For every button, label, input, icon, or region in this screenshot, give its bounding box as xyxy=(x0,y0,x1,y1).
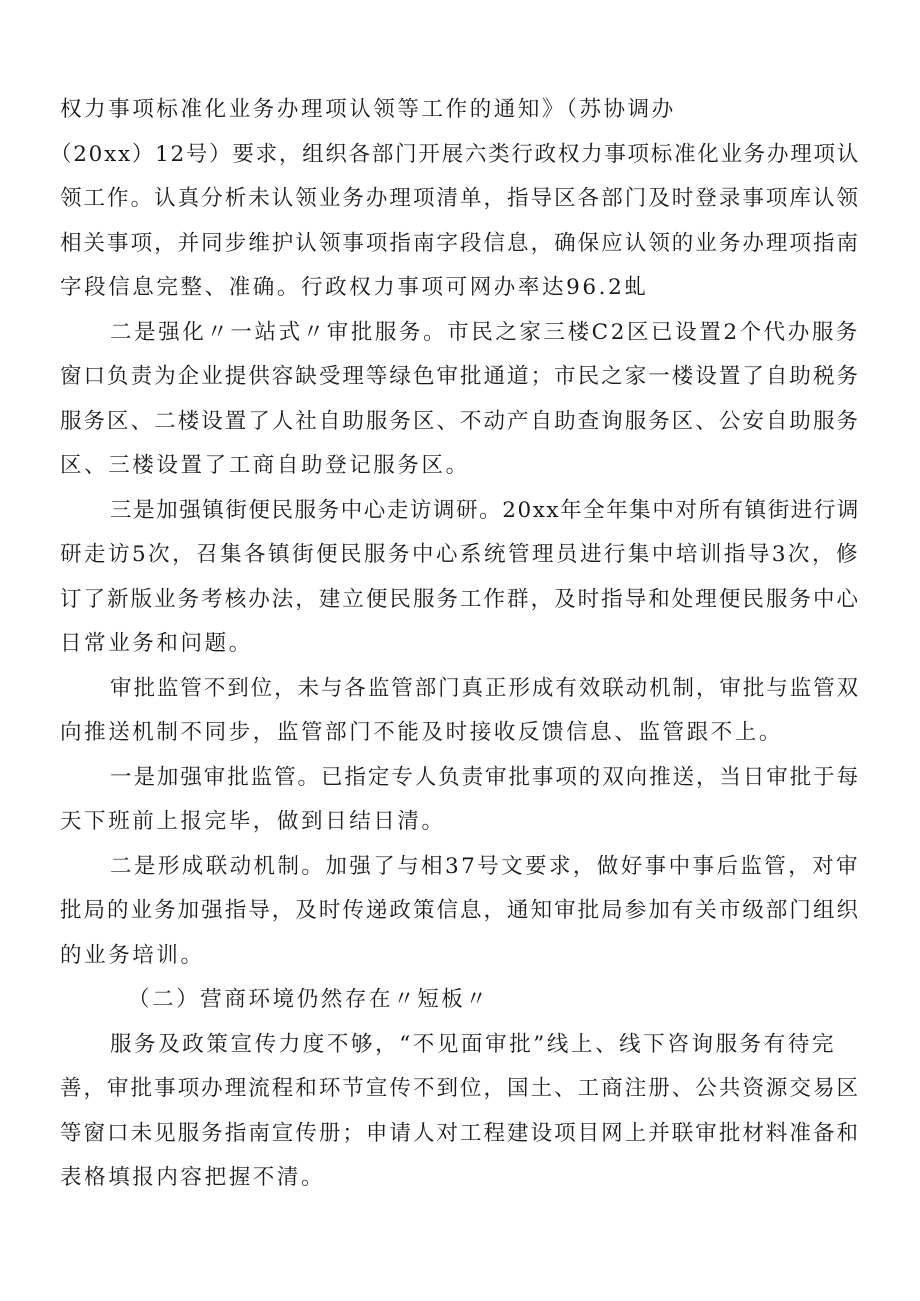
text-line: 向推送机制不同步，监管部门不能及时接收反馈信息、监管跟不上。 xyxy=(60,720,784,745)
text-line: 表格填报内容把握不清。 xyxy=(60,1165,326,1190)
paragraph-body xyxy=(60,1023,860,1201)
text-line: 领工作。认真分析未认领业务办理项清单，指导区各部门及时登录事项库认领 xyxy=(60,186,860,211)
text-line: 日常业务和问题。 xyxy=(60,631,253,656)
text-line: 善，审批事项办理流程和环节宣传不到位，国土、工商注册、公共资源交易区 xyxy=(60,1076,860,1101)
text-line: 的业务培训。 xyxy=(60,942,205,968)
text-line: 审批监管不到位，未与各监管部门真正形成有效联动机制，审批与监管双 xyxy=(110,675,860,701)
text-line: 批局的业务加强指导，及时传递政策信息，通知审批局参加有关市级部门组织 xyxy=(60,898,860,923)
section-heading xyxy=(60,978,860,1023)
heading-line: （二）营商环境仍然存在〃短板〃 xyxy=(128,987,490,1012)
text-line: 窗口负责为企业提供容缺受理等绿色审批通道；市民之家一楼设置了自助税务 xyxy=(60,364,860,389)
text-line: 二是强化〃一站式〃审批服务。市民之家三楼C2区已设置2个代办服务 xyxy=(110,319,860,345)
paragraph-body xyxy=(60,311,860,489)
text-line: 服务及政策宣传力度不够，“不见面审批”线上、线下咨询服务有待完 xyxy=(110,1031,837,1057)
paragraph-body xyxy=(60,489,860,667)
text-line: 天下班前上报完毕，做到日结日清。 xyxy=(60,809,446,834)
paragraph-continuation xyxy=(50,88,860,311)
text-line: 三是加强镇街便民服务中心走访调研。20xx年全年集中对所有镇街进行调 xyxy=(110,497,860,523)
paragraph-body xyxy=(60,845,860,979)
text-line: 一是加强审批监管。已指定专人负责审批事项的双向推送，当日审批于每 xyxy=(110,764,860,790)
text-line: 权力事项标准化业务办理项认领等工作的通知》（苏协调办 xyxy=(60,97,676,122)
text-line: 研走访5次，召集各镇街便民服务中心系统管理员进行集中培训指导3次，修 xyxy=(60,542,860,567)
text-line: （20xx）12号）要求，组织各部门开展六类行政权力事项标准化业务办理项认 xyxy=(50,141,860,167)
paragraph-body xyxy=(60,756,860,845)
paragraph-body xyxy=(60,667,860,756)
text-line: 订了新版业务考核办法，建立便民服务工作群，及时指导和处理便民服务中心 xyxy=(60,586,860,612)
text-line: 区、三楼设置了工商自助登记服务区。 xyxy=(60,453,470,478)
text-line: 服务区、二楼设置了人社自助服务区、不动产自助查询服务区、公安自助服务 xyxy=(60,408,860,434)
text-line: 相关事项，并同步维护认领事项指南字段信息，确保应认领的业务办理项指南 xyxy=(60,230,860,256)
text-line: 字段信息完整、准确。行政权力事项可网办率达96.2虬 xyxy=(60,275,649,300)
text-line: 二是形成联动机制。加强了与相37号文要求，做好事中事后监管，对审 xyxy=(110,853,860,879)
text-line: 等窗口未见服务指南宣传册；申请人对工程建设项目网上并联审批材料准备和 xyxy=(60,1120,860,1146)
